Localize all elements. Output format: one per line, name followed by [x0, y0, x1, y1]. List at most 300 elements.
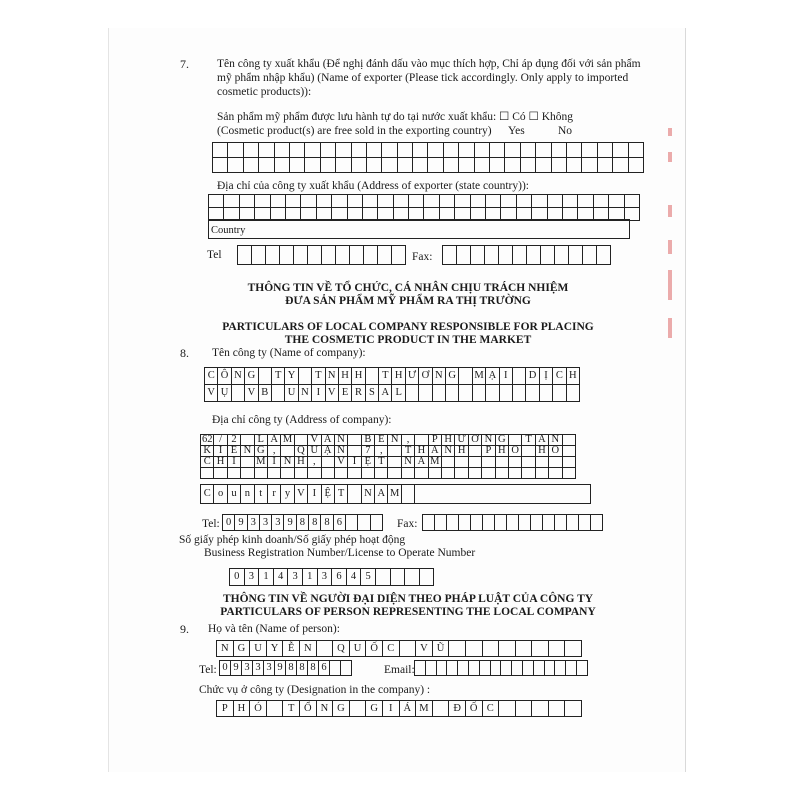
form-cell[interactable]: H	[338, 367, 352, 385]
form-cell[interactable]	[439, 194, 455, 208]
form-cell[interactable]	[251, 245, 266, 265]
form-cell[interactable]	[540, 245, 555, 265]
form-cell[interactable]	[608, 194, 624, 208]
form-cell[interactable]	[470, 194, 486, 208]
form-cell[interactable]	[499, 384, 513, 402]
form-cell[interactable]: C	[552, 367, 566, 385]
form-cell[interactable]	[393, 194, 409, 208]
form-cell[interactable]: P	[216, 700, 234, 717]
form-cell[interactable]: N	[298, 384, 312, 402]
form-cell[interactable]: 9	[274, 660, 286, 676]
form-cell[interactable]	[335, 157, 351, 173]
form-cell[interactable]: N	[481, 434, 495, 446]
form-cell[interactable]	[566, 384, 580, 402]
form-cell[interactable]	[381, 157, 397, 173]
form-cell[interactable]: A	[378, 384, 392, 402]
form-cell[interactable]	[590, 514, 603, 531]
form-cell[interactable]	[468, 467, 482, 479]
form-cell[interactable]: Q	[332, 640, 350, 657]
form-cell[interactable]: M	[387, 484, 401, 504]
form-cell[interactable]	[243, 157, 259, 173]
form-cell[interactable]: I	[347, 456, 361, 468]
form-cell[interactable]	[223, 194, 239, 208]
form-cell[interactable]	[254, 194, 270, 208]
form-cell[interactable]	[470, 245, 485, 265]
form-cell[interactable]	[495, 467, 509, 479]
form-cell[interactable]	[581, 157, 597, 173]
form-cell[interactable]	[298, 367, 312, 385]
form-cell[interactable]	[596, 245, 611, 265]
form-cell[interactable]: N	[334, 434, 348, 446]
form-cell[interactable]	[320, 157, 336, 173]
form-cell[interactable]: 62	[201, 434, 213, 445]
form-cell[interactable]	[321, 467, 335, 479]
designation-boxes[interactable]	[216, 700, 581, 717]
form-cell[interactable]	[258, 367, 272, 385]
form-cell[interactable]: Ờ	[468, 434, 482, 446]
form-cell[interactable]	[531, 640, 549, 657]
form-cell[interactable]	[428, 467, 442, 479]
form-cell[interactable]: C	[200, 456, 214, 468]
form-cell[interactable]: I	[307, 484, 321, 504]
form-cell[interactable]: Ô	[217, 367, 231, 385]
form-cell[interactable]: Ó	[249, 700, 267, 717]
form-cell[interactable]: 4	[346, 568, 362, 586]
form-cell[interactable]: I	[311, 384, 325, 402]
form-cell[interactable]: 3	[317, 568, 333, 586]
form-cell[interactable]: Ư	[405, 367, 419, 385]
form-cell[interactable]	[212, 142, 228, 158]
form-cell[interactable]	[397, 142, 413, 158]
form-cell[interactable]	[443, 142, 459, 158]
form-cell[interactable]	[504, 142, 520, 158]
form-cell[interactable]: L	[254, 434, 268, 446]
form-cell[interactable]: N	[361, 484, 375, 504]
form-cell[interactable]: H	[213, 456, 227, 468]
form-cell[interactable]	[345, 514, 358, 531]
form-cell[interactable]	[227, 142, 243, 158]
form-cell[interactable]: Ơ	[418, 367, 432, 385]
form-cell[interactable]: H	[535, 445, 549, 457]
form-cell[interactable]: K	[200, 445, 214, 457]
form-cell[interactable]: Á	[399, 700, 417, 717]
form-cell[interactable]	[445, 384, 459, 402]
form-cell[interactable]: Ư	[454, 434, 468, 446]
form-cell[interactable]	[566, 142, 582, 158]
form-cell[interactable]	[412, 157, 428, 173]
form-cell[interactable]: G	[445, 367, 459, 385]
form-cell[interactable]: C	[382, 640, 400, 657]
form-cell[interactable]: 6	[318, 660, 330, 676]
form-cell[interactable]: T	[521, 434, 535, 446]
form-cell[interactable]	[265, 245, 280, 265]
form-cell[interactable]	[347, 194, 363, 208]
form-cell[interactable]	[387, 467, 401, 479]
form-cell[interactable]	[485, 384, 499, 402]
form-cell[interactable]	[357, 514, 370, 531]
form-cell[interactable]	[512, 384, 526, 402]
form-cell[interactable]	[408, 194, 424, 208]
form-cell[interactable]: 3	[271, 514, 284, 531]
form-cell[interactable]: H	[454, 445, 468, 457]
form-cell[interactable]: G	[254, 445, 268, 457]
form-cell[interactable]: 9	[234, 514, 247, 531]
license-number-boxes[interactable]	[229, 568, 433, 586]
form-cell[interactable]	[564, 640, 582, 657]
form-cell[interactable]: n	[240, 484, 254, 504]
form-cell[interactable]	[472, 384, 486, 402]
form-cell[interactable]: Ậ	[321, 445, 335, 457]
form-cell[interactable]	[628, 157, 644, 173]
form-cell[interactable]: N	[325, 367, 339, 385]
form-cell[interactable]: 4	[273, 568, 289, 586]
form-cell[interactable]	[548, 640, 566, 657]
form-cell[interactable]	[227, 467, 241, 479]
form-cell[interactable]: u	[227, 484, 241, 504]
exporter-fax-boxes[interactable]	[442, 245, 610, 265]
form-cell[interactable]: 3	[244, 568, 260, 586]
form-cell[interactable]	[267, 467, 281, 479]
form-cell[interactable]: 8	[296, 660, 308, 676]
form-cell[interactable]	[535, 467, 549, 479]
form-cell[interactable]: 8	[307, 660, 319, 676]
form-cell[interactable]	[547, 194, 563, 208]
form-cell[interactable]	[551, 142, 567, 158]
form-cell[interactable]	[293, 245, 308, 265]
form-cell[interactable]: N	[548, 434, 562, 446]
company-address-grid[interactable]	[200, 434, 575, 478]
form-cell[interactable]: U	[307, 445, 321, 457]
form-cell[interactable]: Ệ	[321, 484, 335, 504]
form-cell[interactable]	[300, 194, 316, 208]
form-cell[interactable]	[520, 157, 536, 173]
form-cell[interactable]	[239, 194, 255, 208]
form-cell[interactable]: I	[213, 445, 227, 457]
person-tel-boxes[interactable]	[219, 660, 351, 676]
form-cell[interactable]: H	[441, 434, 455, 446]
form-cell[interactable]: H	[391, 367, 405, 385]
form-cell[interactable]: C	[204, 367, 218, 385]
form-cell[interactable]	[212, 157, 228, 173]
form-cell[interactable]: C	[200, 484, 214, 504]
company-country-boxes[interactable]	[200, 484, 414, 504]
form-cell[interactable]: Ă	[321, 434, 335, 446]
form-cell[interactable]	[316, 640, 334, 657]
form-cell[interactable]	[289, 157, 305, 173]
form-cell[interactable]	[304, 142, 320, 158]
form-cell[interactable]	[363, 245, 378, 265]
form-cell[interactable]	[568, 245, 583, 265]
form-cell[interactable]	[289, 142, 305, 158]
form-cell[interactable]: M	[254, 456, 268, 468]
form-cell[interactable]	[285, 194, 301, 208]
company-name-grid[interactable]	[204, 367, 579, 401]
form-cell[interactable]	[397, 157, 413, 173]
form-cell[interactable]: M	[472, 367, 486, 385]
form-cell[interactable]	[419, 568, 435, 586]
form-cell[interactable]	[508, 467, 522, 479]
form-cell[interactable]: P	[428, 434, 442, 446]
form-cell[interactable]: 3	[259, 514, 272, 531]
form-cell[interactable]: t	[254, 484, 268, 504]
form-cell[interactable]	[504, 157, 520, 173]
form-cell[interactable]	[258, 142, 274, 158]
form-cell[interactable]: 7	[361, 445, 375, 457]
form-cell[interactable]	[525, 384, 539, 402]
form-cell[interactable]	[552, 384, 566, 402]
form-cell[interactable]: E	[338, 384, 352, 402]
form-cell[interactable]	[414, 484, 591, 504]
form-cell[interactable]	[443, 157, 459, 173]
form-cell[interactable]	[427, 142, 443, 158]
form-cell[interactable]: V	[325, 384, 339, 402]
form-cell[interactable]: T	[271, 367, 285, 385]
form-cell[interactable]	[365, 367, 379, 385]
form-cell[interactable]	[562, 194, 578, 208]
form-cell[interactable]: 8	[285, 660, 297, 676]
form-cell[interactable]	[381, 142, 397, 158]
form-cell[interactable]: H	[414, 445, 428, 457]
form-cell[interactable]	[279, 245, 294, 265]
form-cell[interactable]	[335, 142, 351, 158]
form-cell[interactable]	[458, 157, 474, 173]
form-cell[interactable]	[465, 640, 483, 657]
form-cell[interactable]: 0	[219, 660, 231, 676]
form-cell[interactable]	[213, 467, 227, 479]
form-cell[interactable]	[531, 194, 547, 208]
form-cell[interactable]: I	[499, 367, 513, 385]
form-cell[interactable]	[399, 640, 417, 657]
form-cell[interactable]: H	[294, 456, 308, 468]
form-cell[interactable]	[535, 157, 551, 173]
form-cell[interactable]: Ề	[374, 434, 388, 446]
person-name-boxes[interactable]	[216, 640, 581, 657]
form-cell[interactable]: Q	[294, 445, 308, 457]
form-cell[interactable]: Â	[267, 434, 281, 446]
form-cell[interactable]: N	[432, 367, 446, 385]
form-cell[interactable]	[612, 157, 628, 173]
form-cell[interactable]	[351, 157, 367, 173]
form-cell[interactable]: r	[267, 484, 281, 504]
form-cell[interactable]: V	[415, 640, 433, 657]
form-cell[interactable]: H	[495, 445, 509, 457]
form-cell[interactable]	[366, 157, 382, 173]
form-cell[interactable]	[512, 245, 527, 265]
form-cell[interactable]: 6	[331, 568, 347, 586]
form-cell[interactable]: Ồ	[548, 445, 562, 457]
form-cell[interactable]: G	[233, 640, 251, 657]
form-cell[interactable]: U	[249, 640, 267, 657]
form-cell[interactable]	[582, 245, 597, 265]
form-cell[interactable]: G	[365, 700, 383, 717]
form-cell[interactable]	[307, 245, 322, 265]
form-cell[interactable]: 3	[247, 514, 260, 531]
form-cell[interactable]: I	[382, 700, 400, 717]
form-cell[interactable]	[274, 157, 290, 173]
form-cell[interactable]: V	[307, 434, 321, 446]
form-cell[interactable]	[304, 157, 320, 173]
form-cell[interactable]	[498, 700, 516, 717]
form-cell[interactable]: L	[391, 384, 405, 402]
form-cell[interactable]	[271, 384, 285, 402]
form-cell[interactable]	[335, 245, 350, 265]
form-cell[interactable]	[362, 194, 378, 208]
form-cell[interactable]: G	[332, 700, 350, 717]
form-cell[interactable]	[237, 245, 252, 265]
form-cell[interactable]: N	[316, 700, 334, 717]
form-cell[interactable]: N	[441, 445, 455, 457]
form-cell[interactable]	[208, 194, 224, 208]
form-cell[interactable]: H	[566, 367, 580, 385]
form-cell[interactable]: I	[267, 456, 281, 468]
form-cell[interactable]: N	[231, 367, 245, 385]
form-cell[interactable]: U	[284, 384, 298, 402]
form-cell[interactable]: A	[414, 456, 428, 468]
form-cell[interactable]	[489, 157, 505, 173]
form-cell[interactable]: N	[334, 445, 348, 457]
form-cell[interactable]: T	[334, 484, 348, 504]
form-cell[interactable]: U	[349, 640, 367, 657]
form-cell[interactable]: Â	[535, 434, 549, 446]
form-cell[interactable]	[564, 700, 582, 717]
form-cell[interactable]	[498, 245, 513, 265]
form-cell[interactable]: V	[244, 384, 258, 402]
form-cell[interactable]	[361, 467, 375, 479]
form-cell[interactable]	[320, 142, 336, 158]
form-cell[interactable]: 5	[360, 568, 376, 586]
form-cell[interactable]	[458, 142, 474, 158]
form-cell[interactable]: ,	[267, 445, 281, 457]
exporter-country-box[interactable]	[208, 219, 630, 239]
form-cell[interactable]: Ũ	[432, 640, 450, 657]
form-cell[interactable]: B	[258, 384, 272, 402]
form-cell[interactable]	[316, 194, 332, 208]
form-cell[interactable]: Ổ	[299, 700, 317, 717]
exporter-address-grid[interactable]	[208, 194, 639, 220]
form-cell[interactable]: T	[374, 456, 388, 468]
form-cell[interactable]: T	[378, 367, 392, 385]
form-cell[interactable]	[531, 700, 549, 717]
form-cell[interactable]	[227, 157, 243, 173]
form-cell[interactable]: Ể	[227, 445, 241, 457]
form-cell[interactable]: ,	[401, 434, 415, 446]
form-cell[interactable]	[243, 142, 259, 158]
form-cell[interactable]	[334, 467, 348, 479]
form-cell[interactable]: T	[311, 367, 325, 385]
form-cell[interactable]	[458, 367, 472, 385]
form-cell[interactable]: R	[351, 384, 365, 402]
form-cell[interactable]: Ệ	[361, 456, 375, 468]
form-cell[interactable]	[612, 142, 628, 158]
form-cell[interactable]	[240, 467, 254, 479]
form-cell[interactable]	[554, 245, 569, 265]
form-cell[interactable]	[576, 660, 588, 676]
form-cell[interactable]: Ố	[365, 640, 383, 657]
form-cell[interactable]	[454, 467, 468, 479]
form-cell[interactable]	[374, 467, 388, 479]
form-cell[interactable]	[454, 194, 470, 208]
form-cell[interactable]: À	[428, 445, 442, 457]
form-cell[interactable]: ,	[374, 445, 388, 457]
form-cell[interactable]	[500, 194, 516, 208]
form-cell[interactable]: T	[401, 445, 415, 457]
form-cell[interactable]: Y	[284, 367, 298, 385]
form-cell[interactable]	[485, 194, 501, 208]
form-cell[interactable]	[266, 700, 284, 717]
person-email-boxes[interactable]	[414, 660, 587, 676]
form-cell[interactable]	[432, 384, 446, 402]
form-cell[interactable]: 0	[222, 514, 235, 531]
form-cell[interactable]: 3	[241, 660, 253, 676]
form-cell[interactable]	[597, 157, 613, 173]
form-cell[interactable]	[390, 568, 406, 586]
form-cell[interactable]	[418, 384, 432, 402]
form-cell[interactable]	[347, 484, 361, 504]
form-cell[interactable]: Ễ	[282, 640, 300, 657]
form-cell[interactable]	[441, 467, 455, 479]
form-cell[interactable]	[539, 384, 553, 402]
form-cell[interactable]	[404, 568, 420, 586]
form-cell[interactable]: M	[428, 456, 442, 468]
form-cell[interactable]	[340, 660, 352, 676]
form-cell[interactable]: H	[351, 367, 365, 385]
form-cell[interactable]: 3	[287, 568, 303, 586]
form-cell[interactable]	[294, 467, 308, 479]
form-cell[interactable]	[200, 467, 214, 479]
form-cell[interactable]	[566, 157, 582, 173]
form-cell[interactable]: H	[233, 700, 251, 717]
form-cell[interactable]	[498, 640, 516, 657]
form-cell[interactable]	[370, 514, 383, 531]
form-cell[interactable]	[482, 640, 500, 657]
form-cell[interactable]: o	[213, 484, 227, 504]
form-cell[interactable]: N	[216, 640, 234, 657]
form-cell[interactable]: Ụ	[217, 384, 231, 402]
form-cell[interactable]: 9	[230, 660, 242, 676]
form-cell[interactable]: 3	[252, 660, 264, 676]
form-cell[interactable]	[515, 640, 533, 657]
form-cell[interactable]	[349, 245, 364, 265]
form-cell[interactable]	[274, 142, 290, 158]
form-cell[interactable]	[515, 700, 533, 717]
form-cell[interactable]	[548, 467, 562, 479]
form-cell[interactable]: Ố	[465, 700, 483, 717]
form-cell[interactable]: V	[294, 484, 308, 504]
form-cell[interactable]	[414, 467, 428, 479]
form-cell[interactable]: B	[361, 434, 375, 446]
form-cell[interactable]: Y	[266, 640, 284, 657]
form-cell[interactable]	[474, 142, 490, 158]
form-cell[interactable]	[581, 142, 597, 158]
form-cell[interactable]: N	[280, 456, 294, 468]
form-cell[interactable]: 8	[308, 514, 321, 531]
company-country-box-extension[interactable]	[414, 484, 590, 504]
form-cell[interactable]	[448, 640, 466, 657]
form-cell[interactable]: P	[481, 445, 495, 457]
form-cell[interactable]: 2	[227, 434, 241, 446]
form-cell[interactable]	[520, 142, 536, 158]
company-tel-boxes[interactable]	[222, 514, 382, 531]
form-cell[interactable]	[331, 194, 347, 208]
form-cell[interactable]: Ị	[539, 367, 553, 385]
form-cell[interactable]: 3	[263, 660, 275, 676]
form-cell[interactable]	[377, 245, 392, 265]
form-cell[interactable]: 1	[302, 568, 318, 586]
form-cell[interactable]: Í	[227, 456, 241, 468]
form-cell[interactable]	[535, 142, 551, 158]
form-cell[interactable]: y	[280, 484, 294, 504]
form-cell[interactable]	[442, 245, 457, 265]
